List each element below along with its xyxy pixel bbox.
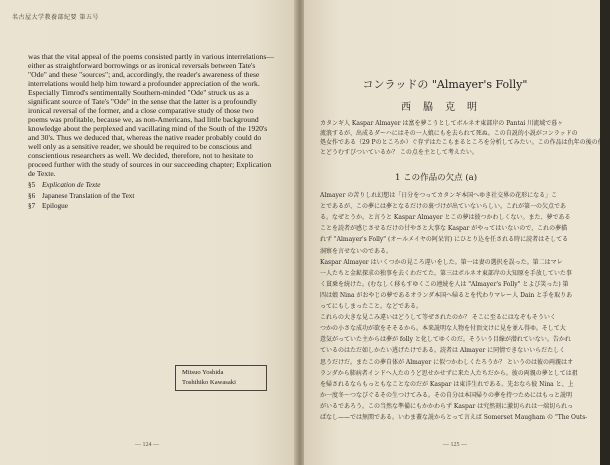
author-name-2: Toshihiko Kawasaki: [182, 379, 236, 386]
note-text: Japanese Translation of the Text: [42, 191, 135, 200]
text-line: ているのはただ如しかたい逃げたけである。読者は Almayer に同情できないいらだたしく: [320, 347, 566, 355]
text-line: く貧乗を続けた。(むなしく移もすゆくこの連続を人は "Almayer's Folly" とよび笑った) 第: [320, 280, 569, 288]
text-line: Almayer の苦りしれ幻想は「日分をつってカタンギ本国へゆき社交界の花形になる」こ: [320, 192, 558, 199]
text-line: る。なぜとうか。と言うと Kaspar Almayer とこの夢は彼つかわしくない。また、夢である: [320, 214, 571, 222]
note-number: §6: [28, 191, 36, 200]
text-line: ぱなし——では無関である。いわま蓋な説からとって言えば Somerset Maugham の "The Outs-: [320, 414, 588, 421]
note-item: [28, 202, 283, 211]
note-text: Explication de Texte: [42, 181, 101, 189]
text-line: つかの小さな成功が欲をそそるから。本来説明な人物を付頂文けに見を並ん得ゆ。そして大: [320, 325, 566, 333]
note-number: §7: [28, 202, 36, 210]
text-line: 意気がっていた主からは夢が folly と化してゆくのだ。そういう目線が潜れていない。告かれ: [320, 336, 571, 344]
note-item: [28, 181, 283, 190]
text-line: proceed further with the study of sources in our succeeding chapter; Explication: [28, 160, 272, 169]
text-line: 流浪するが、出成るダーハにはその一人娘にもを去られて死ぬ。この自説的小説がコンラッドの: [320, 129, 578, 137]
page-number-left: — 124 —: [135, 442, 159, 448]
text-line: 思うだけだ。またこの夢自体が Almayer に似つかわしくたろうか？ というのは彼の両親はオ: [320, 358, 574, 366]
page-number-right: — 125 —: [443, 442, 467, 448]
text-line: well only as a sensitive reader, we should be required to be conscious and: [28, 142, 252, 151]
text-line: 洞察を言せないのである。: [320, 247, 393, 255]
text-line: がいるであろう。この当然な準備にもかかわらず Kaspar は究然刻に激切られは一端切られっ: [320, 402, 574, 410]
note-item: [28, 192, 283, 201]
text-line: Especially Timrod's sentimentally Southern-minded "Ode" struck us as a: [28, 88, 250, 97]
text-line: 一人たちと金鉱探求の独事を去くわだてた。第三はボルネオ東部岸の大知原を手放していた事: [320, 269, 572, 277]
text-line: Kaspar Almayer はいくつかの見ころ違いをした。第一は妻の選択を誤った。第二はマレ: [320, 258, 563, 266]
text-line: significant source of Tate's "Ode" in the sense that the latter is a profoundly: [28, 97, 257, 106]
text-line: interrelations would help him toward a profounder appreciation of the work.: [28, 79, 260, 88]
text-line: "Ode" and these "sources"; and, accordingly, the reader's awareness of these: [28, 70, 260, 79]
text-line: とであるが、この夢には夢となるだけの裏づけが出ていないらしい。これが第一の欠点であ: [320, 203, 567, 211]
text-line: de Texte.: [28, 169, 56, 178]
text-line: ironical reversal of the former, and a close comparative study of those two: [28, 106, 254, 115]
text-line: れず "Almayer's Folly" (オールメイヤの阿呆宮) にひとり込を任される時に読者はそしてる: [320, 236, 569, 244]
text-line: was that the vital appeal of the poems consisted partly in various interrelations—: [28, 52, 274, 61]
note-number: §5: [28, 181, 36, 189]
text-line: とどうむすびついているか？ この点を主として考えたい。: [320, 148, 478, 156]
text-line: poems was profitable, because we, as non-Americans, had little background: [28, 115, 259, 124]
text-line: これらの大きな見こみ違いはどうして等ぜされたのか？ そこに至るにはなぞもそういく: [320, 314, 556, 322]
text-line: and 30's. Thus we deduced that, whereas the native reader probably could do: [28, 133, 262, 142]
text-line: ってにもしまったこと。などである。: [320, 303, 423, 310]
article-author: 西脇克明: [401, 102, 489, 113]
text-line: カタンギ人 Kaspar Almayer は富を夢こうとしてボルネオ東部岸の Pantai 川流域で暮ヶ: [320, 120, 564, 127]
text-line: either as straightforward borrowings or as ironical reversals between Tate's: [28, 61, 256, 70]
text-line: knowledge about the perplexed and vacillating mind of the South of the 1920's: [28, 124, 268, 133]
text-line: を帰されるならもっともなことなのだが Kaspar は東洋生れである。先おなら彼 Nina と、上: [320, 380, 574, 388]
text-line: 処女作である（29 Pのところか）ぐ存ずはたこもまるところを分析してみたい。この作品は仇年の後の作品: [320, 139, 610, 146]
text-line: ことを読者が感じさせるだけの甘やさと大事な Kaspar がやってはいないので、これの夢描: [320, 225, 568, 233]
note-text: Epilogue: [42, 202, 68, 210]
left-page: [0, 0, 296, 465]
article-title: コンラッドの "Almayer's Folly": [362, 78, 528, 91]
running-head: 名古屋大学教養部紀要 第五号: [12, 14, 99, 21]
text-line: conscientious researchers as well. We decided, therefore, not to hesitate to: [28, 151, 254, 160]
text-line: 四は娘 Nina がおやじの夢であるオランダ本国へ帰るとを代わりマレー人 Dain と手を取りあ: [320, 291, 573, 299]
author-signature-box: [175, 365, 267, 391]
section-heading: 1 この作品の欠点 (a): [395, 173, 478, 183]
author-name-1: Mitsuo Yoshida: [182, 369, 224, 376]
text-line: ランダから肺病者インドへ人たのうど思せかせずに来た人たちだから。彼の両親の夢としては祖: [320, 369, 578, 377]
text-line: か一度冬～つなびぐるその生つけてみる。その自分は本国帰りの夢を持つためにはもっと説明: [320, 391, 573, 399]
